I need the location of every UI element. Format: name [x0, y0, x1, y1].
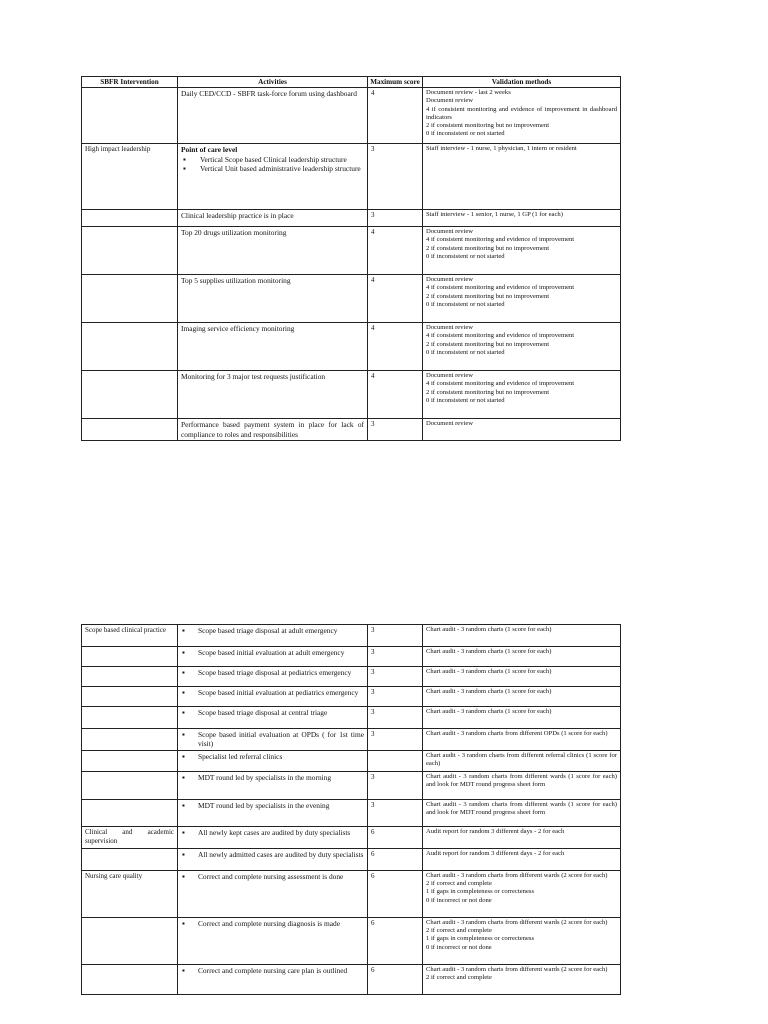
validation-line: Document review [426, 420, 474, 428]
table-row [82, 323, 621, 371]
validation-cell [423, 667, 621, 687]
validation-cell [423, 323, 621, 371]
max-score-cell: 3 [368, 419, 423, 441]
validation-line: Staff interview - 1 senior, 1 nurse, 1 GP (1 for each) [426, 211, 563, 219]
validation-line: 0 if inconsistent or not started [426, 300, 505, 308]
validation-line: 2 if correct and complete [426, 880, 492, 888]
intervention-cell [82, 371, 178, 419]
validation-cell [423, 827, 621, 849]
activity-cell: ▪ MDT round led by specialists in the morning [178, 772, 368, 800]
validation-line: Audit report for random 3 different days - 2 for each [426, 828, 565, 835]
validation-line: 2 if consistent monitoring but no improvement [426, 244, 550, 252]
intervention-cell [82, 849, 178, 871]
validation-line: 4 if consistent monitoring and evidence of improvement [426, 236, 575, 244]
max-score-cell: 3 [368, 647, 423, 667]
validation-line: 0 if inconsistent or not started [426, 396, 505, 404]
max-score-cell: 4 [368, 371, 423, 419]
validation-line: Document review [426, 276, 474, 284]
activity-cell: ▪ Scope based triage disposal at central triage [178, 707, 368, 729]
activity-cell: ▪ Scope based initial evaluation at adult emergency [178, 647, 368, 667]
activity-cell: Top 5 supplies utilization monitoring [178, 275, 368, 323]
activity-cell: Daily CED/CCD - SBFR task-force forum using dashboard [178, 88, 368, 144]
validation-cell [423, 751, 621, 772]
validation-cell [423, 918, 621, 965]
max-score-cell [368, 751, 423, 772]
table-header-row [82, 77, 621, 88]
validation-line: Document review [426, 228, 474, 236]
max-score-cell: 3 [368, 687, 423, 707]
table-row [82, 625, 621, 647]
intervention-cell [82, 647, 178, 667]
intervention-cell [82, 667, 178, 687]
max-score-cell: 6 [368, 827, 423, 849]
max-score-cell: 6 [368, 871, 423, 918]
validation-line: 0 if incorrect or not done [426, 896, 492, 904]
validation-cell [423, 419, 621, 441]
validation-line: 1 if gaps in completeness or correcteness [426, 888, 535, 896]
max-score-cell: 4 [368, 88, 423, 144]
intervention-cell [82, 275, 178, 323]
validation-line: Chart audit - 3 random charts from different wards (2 score for each) [426, 919, 608, 926]
validation-cell [423, 849, 621, 871]
activity-cell: Imaging service efficiency monitoring [178, 323, 368, 371]
validation-line: 0 if inconsistent or not started [426, 130, 505, 138]
max-score-cell: 3 [368, 144, 423, 210]
validation-cell [423, 275, 621, 323]
intervention-cell [82, 419, 178, 441]
validation-cell [423, 707, 621, 729]
validation-line: Chart audit - 3 random charts from different wards (2 score for each) [426, 966, 608, 973]
validation-line: Document review - last 2 weeks [426, 89, 511, 97]
intervention-cell: High impact leadership [82, 144, 178, 210]
intervention-cell [82, 751, 178, 772]
validation-line: 2 if consistent monitoring but no improvement [426, 340, 550, 348]
table-row [82, 275, 621, 323]
sbfr-table-1 [81, 76, 621, 441]
intervention-cell [82, 707, 178, 729]
max-score-cell: 3 [368, 210, 423, 227]
table-row [82, 751, 621, 772]
validation-line: Chart audit - 3 random charts (1 score for each) [426, 626, 552, 633]
activity-heading: Point of care level [181, 145, 238, 155]
validation-cell [423, 729, 621, 751]
header-validation: Validation methods [423, 77, 621, 88]
validation-line: Chart audit - 3 random charts from different wards (1 score for each) and look for MDT round progress sheet form [426, 801, 617, 817]
max-score-cell: 6 [368, 918, 423, 965]
validation-cell [423, 210, 621, 227]
validation-cell [423, 88, 621, 144]
activity-cell: ▪ Correct and complete nursing assessment is done [178, 871, 368, 918]
max-score-cell: 3 [368, 625, 423, 647]
intervention-cell [82, 687, 178, 707]
activity-bullet: ▪ Vertical Scope based Clinical leadership structure [181, 155, 364, 164]
validation-line: 2 if consistent monitoring but no improvement [426, 122, 550, 130]
intervention-cell [82, 323, 178, 371]
sbfr-table-2 [81, 624, 621, 995]
table-row [82, 827, 621, 849]
table-row [82, 144, 621, 210]
intervention-cell [82, 965, 178, 995]
activity-cell: Top 20 drugs utilization monitoring [178, 227, 368, 275]
validation-line: 2 if correct and complete [426, 927, 492, 935]
activity-cell: ▪ All newly admitted cases are audited by duty specialists [178, 849, 368, 871]
activity-cell: ▪ MDT round led by specialists in the evening [178, 800, 368, 827]
header-intervention: SBFR Intervention [82, 77, 178, 88]
table-row [82, 419, 621, 441]
intervention-cell [82, 772, 178, 800]
validation-line: 2 if correct and complete [426, 974, 492, 982]
activity-cell: ▪ Correct and complete nursing care plan is outlined [178, 965, 368, 995]
activity-cell: Monitoring for 3 major test requests justification [178, 371, 368, 419]
activity-cell: ▪ Scope based initial evaluation at OPDs ( for 1st time visit) [178, 729, 368, 751]
intervention-cell [82, 918, 178, 965]
table-row [82, 210, 621, 227]
table-row [82, 729, 621, 751]
table-row [82, 667, 621, 687]
validation-line: 1 if gaps in completeness or correcteness [426, 935, 535, 943]
activity-cell: Performance based payment system in place for lack of compliance to roles and responsibilities [178, 419, 368, 441]
validation-line: Chart audit - 3 random charts (1 score for each) [426, 668, 552, 675]
max-score-cell: 3 [368, 772, 423, 800]
table-row [82, 707, 621, 729]
table-row [82, 647, 621, 667]
validation-cell [423, 625, 621, 647]
validation-line: 0 if incorrect or not done [426, 943, 492, 951]
validation-line: Document review [426, 372, 474, 380]
validation-line: 4 if consistent monitoring and evidence of improvement [426, 380, 575, 388]
activity-bullet: ▪ Vertical Unit based administrative leadership structure [181, 164, 364, 173]
validation-line: Chart audit - 3 random charts (1 score for each) [426, 708, 552, 715]
table-row [82, 227, 621, 275]
table-row [82, 918, 621, 965]
activity-cell: ▪ Scope based initial evaluation at pediatrics emergency [178, 687, 368, 707]
max-score-cell: 3 [368, 667, 423, 687]
table-row [82, 871, 621, 918]
max-score-cell: 3 [368, 729, 423, 751]
validation-line: 0 if inconsistent or not started [426, 348, 505, 356]
validation-line: Chart audit - 3 random charts from different wards (2 score for each) [426, 872, 608, 879]
max-score-cell: 6 [368, 965, 423, 995]
validation-cell [423, 647, 621, 667]
validation-cell [423, 371, 621, 419]
intervention-cell: Scope based clinical practice [82, 625, 178, 647]
max-score-cell: 3 [368, 707, 423, 729]
activity-bullet-list [181, 155, 364, 174]
validation-line: 4 if consistent monitoring and evidence of improvement [426, 332, 575, 340]
intervention-cell [82, 210, 178, 227]
intervention-cell [82, 88, 178, 144]
validation-line: Chart audit - 3 random charts from different wards (1 score for each) and look for MDT round progress sheet form [426, 773, 617, 789]
max-score-cell: 4 [368, 275, 423, 323]
table-row [82, 965, 621, 995]
validation-line: Document review [426, 324, 474, 332]
validation-line: Chart audit - 3 random charts from different OPDs (1 score for each) [426, 730, 608, 737]
validation-cell [423, 772, 621, 800]
validation-line: 4 if consistent monitoring and evidence of improvement [426, 284, 575, 292]
validation-line: Staff interview - 1 nurse, 1 physician, 1 intern or resident [426, 145, 577, 153]
validation-line: 0 if inconsistent or not started [426, 252, 505, 260]
max-score-cell: 6 [368, 849, 423, 871]
intervention-cell [82, 729, 178, 751]
header-max-score: Maximum score [368, 77, 423, 88]
max-score-cell: 3 [368, 800, 423, 827]
table-row [82, 371, 621, 419]
validation-cell [423, 965, 621, 995]
validation-line: Document review [426, 97, 474, 105]
validation-cell [423, 227, 621, 275]
activity-cell: ▪ Scope based triage disposal at adult emergency [178, 625, 368, 647]
intervention-cell: Clinical and academic supervision [82, 827, 178, 849]
activity-cell: ▪ All newly kept cases are audited by duty specialists [178, 827, 368, 849]
validation-line: 2 if consistent monitoring but no improvement [426, 292, 550, 300]
table-row [82, 687, 621, 707]
table-row [82, 772, 621, 800]
max-score-cell: 4 [368, 227, 423, 275]
table-row [82, 88, 621, 144]
max-score-cell: 4 [368, 323, 423, 371]
validation-line: Chart audit - 3 random charts from different referral clinics (1 score for each) [426, 752, 617, 768]
activity-cell: Clinical leadership practice is in place [178, 210, 368, 227]
intervention-cell [82, 227, 178, 275]
activity-cell: ▪ Correct and complete nursing diagnosis is made [178, 918, 368, 965]
validation-line: Chart audit - 3 random charts (1 score for each) [426, 648, 552, 655]
table-row [82, 800, 621, 827]
intervention-cell [82, 800, 178, 827]
validation-line: 2 if consistent monitoring but no improvement [426, 388, 550, 396]
table-row [82, 849, 621, 871]
validation-cell [423, 871, 621, 918]
validation-line: Audit report for random 3 different days - 2 for each [426, 850, 565, 857]
validation-cell [423, 144, 621, 210]
activity-cell: ▪ Scope based triage disposal at pediatrics emergency [178, 667, 368, 687]
activity-cell: ▪ Specialist led referral clinics [178, 751, 368, 772]
validation-cell [423, 800, 621, 827]
validation-cell [423, 687, 621, 707]
header-activities: Activities [178, 77, 368, 88]
intervention-cell: Nursing care quality [82, 871, 178, 918]
validation-line: 4 if consistent monitoring and evidence of improvement in dashboard indicators [426, 105, 617, 121]
activity-cell [178, 144, 368, 210]
validation-line: Chart audit - 3 random charts (1 score for each) [426, 688, 552, 695]
